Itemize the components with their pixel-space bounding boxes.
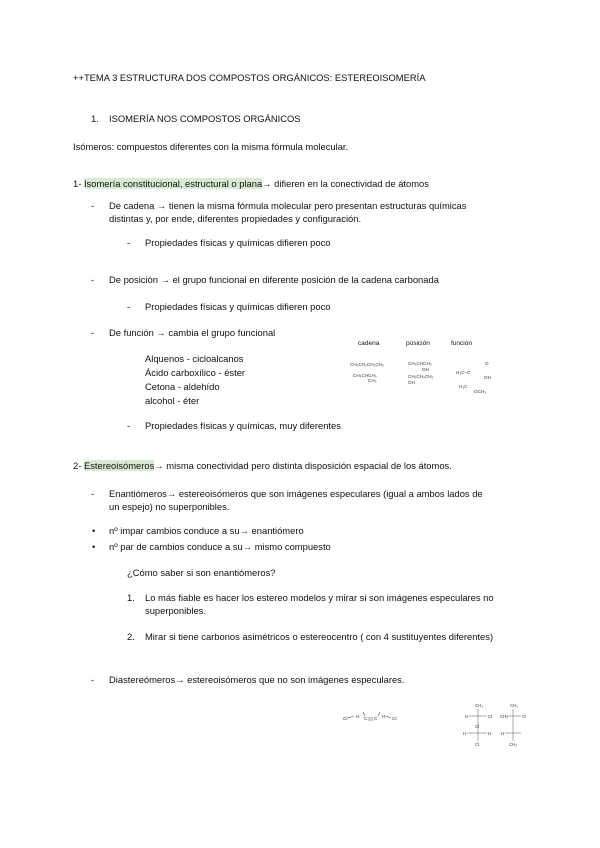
atom-label: H	[501, 731, 505, 736]
funcion-pair: Cetona - aldehído	[145, 381, 220, 392]
funcion-pair: alcohol - éter	[145, 395, 200, 406]
bond-line	[348, 716, 354, 718]
bullet-dash: -	[91, 488, 95, 499]
atom-label: Cl	[343, 717, 348, 722]
atom-label: Cl	[392, 717, 397, 722]
posicion-line: De posición → el grupo funcional en diferente posición de la cadena carbonada	[109, 274, 439, 285]
figure-header-posicion: posición	[406, 340, 430, 347]
atom-label: Cl	[522, 714, 527, 719]
question-line: ¿Cómo saber si son enantiómeros?	[127, 567, 276, 578]
chem-funcion-structure	[456, 361, 491, 395]
atom-label: CH₃	[510, 703, 518, 708]
figure-header-funcion: función	[451, 340, 472, 347]
chem-line: H₃C	[459, 383, 468, 389]
atom-label: Cl	[488, 714, 493, 719]
atom-label: C	[364, 717, 368, 722]
heading-rest: → misma conectividad pero distinta disposición espacial de los átomos.	[154, 460, 452, 471]
diastereomeros-line: Diastereómeros→ estereoisómeros que no son imágenes especulares.	[109, 674, 405, 685]
funcion-line: De función → cambia el grupo funcional	[109, 327, 276, 338]
section-heading: ISOMERÍA NOS COMPOSTOS ORGÁNICOS	[109, 113, 301, 124]
bullet-dash: -	[127, 420, 131, 431]
posicion-sub: Propiedades físicas y químicas difieren poco	[145, 301, 331, 312]
chem-line: O	[485, 361, 489, 366]
chem-line: CH₃CHCH₃	[408, 361, 432, 366]
cadena-sub: Propiedades físicas y químicas difieren poco	[145, 237, 331, 248]
heading-rest: → difieren en la conectividad de átomos	[262, 178, 429, 189]
chem-line: H₃C–C	[456, 369, 471, 375]
chem-line: CH₃	[368, 378, 377, 383]
enantiomeros-line1: Enantiómeros→ estereoisómeros que son imágenes especulares (igual a ambos lados de	[109, 488, 483, 499]
chem-line: OH	[408, 379, 415, 385]
chem-line: OCH₃	[474, 389, 487, 394]
document-title: ++TEMA 3 ESTRUCTURA DOS COMPOSTOS ORGÁNICOS: ESTEREOISOMERÍA	[73, 72, 426, 83]
bullet-dash: -	[127, 301, 131, 312]
item1-line1: Lo más fiable es hacer los estereo modelos y mirar si son imágenes especulares no	[145, 592, 494, 603]
chem-line: CH₃CH₂CH₂CH₃	[350, 362, 384, 367]
atom-label: H	[382, 715, 386, 720]
atom-label: C	[374, 717, 378, 722]
funcion-pair: Alquenos - cicloalcanos	[145, 353, 244, 364]
atom-label: Cl	[475, 724, 480, 729]
cis-trans-structure	[340, 706, 410, 728]
bullet-dot: •	[92, 541, 96, 552]
heading-prefix: 2-	[73, 460, 84, 471]
chem-line: OH	[422, 366, 429, 372]
bullet-dash: -	[91, 674, 95, 685]
atom-label: Cl	[475, 742, 480, 747]
chem-line: CH₃CH₂CH₂	[408, 374, 434, 379]
atom-label: CH₃	[475, 703, 483, 708]
funcion-sub: Propiedades físicas y químicas, muy diferentes	[145, 420, 341, 431]
list-number: 1.	[127, 592, 135, 603]
chem-line: OH	[484, 375, 491, 380]
bullet-dot: •	[92, 525, 96, 536]
chem-cadena-structure	[350, 362, 384, 384]
bullet-dash: -	[91, 327, 95, 338]
chem-line: CH₃CHCH₃	[353, 372, 377, 378]
enantiomeros-line2: un espejo) no superponibles.	[109, 501, 230, 512]
bond-line	[363, 712, 365, 716]
constitucional-heading	[73, 178, 429, 190]
highlighted-term: Estereoisómeros	[83, 460, 155, 471]
funcion-pairs-list	[145, 352, 245, 408]
bullet-dash: -	[127, 237, 131, 248]
item2-line: Mirar si tiene carbonos asimétricos o estereocentro ( con 4 sustituyentes diferentes)	[145, 631, 494, 642]
item1-line2: superponibles.	[145, 605, 206, 616]
atom-label: H	[465, 714, 469, 719]
atom-label: H	[356, 715, 360, 720]
heading-prefix: 1-	[73, 178, 84, 189]
cadena-line2: distintas y, por ende, diferentes propiedades y configuración.	[109, 213, 362, 224]
cadena-line1: De cadena → tienen la misma fórmula molecular pero presentan estructuras químicas	[109, 200, 467, 211]
atom-label: CH₃	[500, 714, 508, 719]
bond-line	[378, 712, 380, 716]
figure-header-cadena: cadena	[358, 340, 380, 347]
estereo-heading	[73, 460, 452, 472]
impar-line: nº impar cambios conduce a su→ enantiómero	[109, 525, 304, 536]
section-number: 1.	[91, 113, 99, 124]
atom-label: H	[488, 731, 492, 736]
chem-posicion-structure	[408, 361, 433, 385]
par-line: nº par de cambios conduce a su→ mismo compuesto	[109, 541, 331, 552]
bullet-dash: -	[91, 274, 95, 285]
isomeros-definition: Isómeros: compuestos diferentes con la misma fórmula molecular.	[73, 141, 349, 152]
highlighted-term: Isomería constitucional, estructural o plana	[83, 178, 263, 189]
atom-label: H	[463, 731, 467, 736]
funcion-pair: Ácido carboxílico - éster	[145, 367, 246, 378]
bullet-dash: -	[91, 200, 95, 211]
atom-label: CH₃	[509, 742, 517, 747]
diastereomer-structures	[455, 700, 535, 750]
list-number: 2.	[127, 631, 135, 642]
bond-line	[386, 716, 391, 718]
